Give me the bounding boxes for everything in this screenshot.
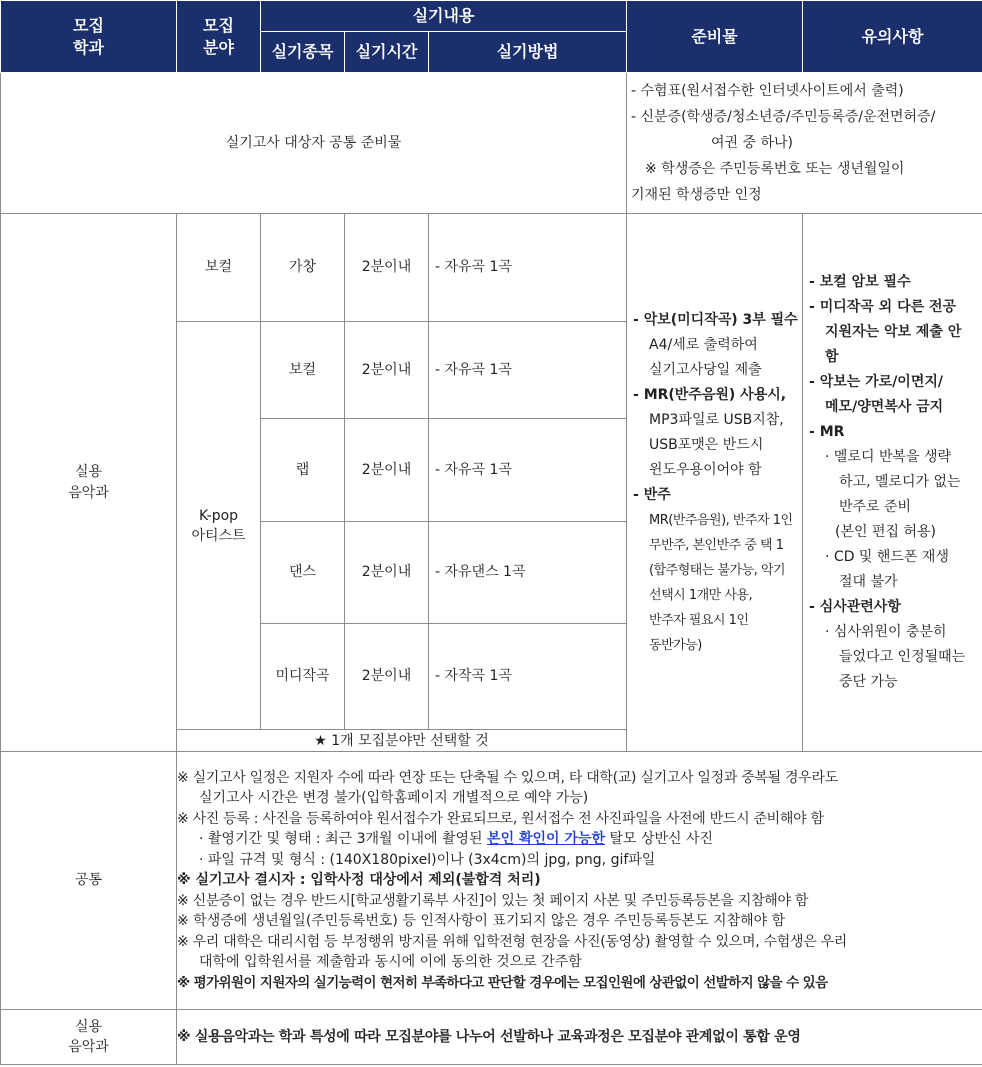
method-cell: - 자유곡 1곡 (429, 419, 627, 522)
common-note-line: ※ 우리 대학은 대리시험 등 부정행위 방지를 위해 입학전형 현장을 사진(동영상) 촬영할 수 있으며, 수험생은 우리 (177, 933, 848, 950)
note-line: - 미디작곡 외 다른 전공 (809, 299, 957, 315)
method-cell: - 자유곡 1곡 (429, 214, 627, 322)
note-line: 절대 불가 (839, 574, 898, 590)
prep-line: 윈도우용이어야 함 (649, 461, 762, 478)
field-kpop-artist: K-pop 아티스트 (177, 322, 261, 730)
type-cell: 미디작곡 (261, 624, 345, 730)
footer-dept-label: 실용 음악과 (1, 1010, 177, 1065)
type-cell: 가창 (261, 214, 345, 322)
footer-common-notes (177, 752, 982, 1010)
prep-line: MP3파일로 USB지참, (649, 411, 784, 428)
time-cell: 2분이내 (345, 522, 429, 624)
common-prep-label: 실기고사 대상자 공통 준비물 (1, 73, 627, 214)
prep-line: - MR(반주음원) 사용시, (633, 386, 787, 403)
note-line: (본인 편집 허용) (835, 524, 936, 540)
star-note: ★ 1개 모집분야만 선택할 것 (177, 730, 627, 752)
header-content: 실기내용 (261, 1, 627, 32)
note-line: - 악보는 가로/이면지/ (809, 374, 943, 390)
note-line: - 심사관련사항 (809, 599, 901, 615)
common-prep-line: ※ 학생증은 주민등록번호 또는 생년월일이 (645, 161, 905, 177)
header-type: 실기종목 (261, 32, 345, 73)
common-note-line: · 파일 규격 및 형식 : (140X180pixel)이나 (3x4cm)의 jpg, png, gif파일 (199, 851, 656, 868)
method-cell: - 자작곡 1곡 (429, 624, 627, 730)
prep-line: 실기고사당일 제출 (649, 361, 762, 378)
header-dept: 모집 학과 (1, 1, 177, 73)
common-note-line: 대학에 입학원서를 제출함과 동시에 이에 동의한 것으로 간주함 (199, 954, 582, 971)
prep-line: 무반주, 본인반주 중 택 1 (649, 537, 784, 553)
note-line: 하고, 멜로디가 없는 (839, 474, 961, 490)
common-prep-line: - 신분증(학생증/청소년증/주민등록증/운전면허증/ (631, 109, 936, 125)
prep-line: USB포맷은 반드시 (649, 436, 764, 453)
time-cell: 2분이내 (345, 214, 429, 322)
time-cell: 2분이내 (345, 322, 429, 419)
header-field: 모집 분야 (177, 1, 261, 73)
method-cell: - 자유곡 1곡 (429, 322, 627, 419)
identity-check-emphasis: 본인 확인이 가능한 (487, 831, 605, 848)
prep-list (627, 214, 803, 752)
prep-line: 선택시 1개만 사용, (649, 587, 753, 603)
prep-line: - 반주 (633, 486, 671, 503)
common-note-line: ※ 신분증이 없는 경우 반드시[학교생활기록부 사진]이 있는 첫 페이지 사본 및 주민등록등본을 지참해야 함 (177, 892, 809, 909)
prep-line: 동반가능) (649, 637, 702, 653)
header-notes: 유의사항 (803, 1, 982, 73)
note-line: 함 (825, 349, 839, 365)
dept-name: 실용 음악과 (1, 214, 177, 752)
header-method: 실기방법 (429, 32, 627, 73)
method-cell: - 자유댄스 1곡 (429, 522, 627, 624)
footer-dept-note: ※ 실용음악과는 학과 특성에 따라 모집분야를 나누어 선발하나 교육과정은 모집분야 관계없이 통합 운영 (177, 1010, 982, 1065)
note-line: 반주로 준비 (839, 499, 912, 515)
note-line: 들었다고 인정될때는 (839, 649, 966, 665)
note-line: · 멜로디 반복을 생략 (825, 449, 952, 465)
note-line: 메모/양면복사 금지 (825, 399, 944, 415)
header-prep: 준비물 (627, 1, 803, 73)
time-cell: 2분이내 (345, 419, 429, 522)
common-note-text: · 촬영기간 및 형태 : 최근 3개월 이내에 촬영된 (199, 831, 488, 848)
common-note-line: 실기고사 시간은 변경 불가(입학홈페이지 개별적으로 예약 가능) (199, 790, 589, 807)
common-note-line (177, 829, 978, 850)
prep-line: - 악보(미디작곡) 3부 필수 (633, 311, 798, 328)
prep-line: MR(반주음원), 반주자 1인 (649, 512, 793, 528)
common-prep-line: - 수험표(원서접수한 인터넷사이트에서 출력) (631, 83, 904, 99)
common-note-line: ※ 평가위원이 지원자의 실기능력이 현저히 부족하다고 판단할 경우에는 모집인원에 상관없이 선발하지 않을 수 있음 (177, 974, 828, 991)
note-line: - 보컬 암보 필수 (809, 274, 911, 290)
type-cell: 랩 (261, 419, 345, 522)
prep-line: (합주형태는 불가능, 악기 (649, 562, 786, 578)
note-line: 지원자는 악보 제출 안 (825, 324, 962, 340)
time-cell: 2분이내 (345, 624, 429, 730)
common-note-line: ※ 실기고사 일정은 지원자 수에 따라 연장 또는 단축될 수 있으며, 타 대학(교) 실기고사 일정과 중복될 경우라도 (177, 769, 838, 786)
common-note-line: ※ 실기고사 결시자 : 입학사정 대상에서 제외(불합격 처리) (177, 872, 541, 889)
note-line: · CD 및 핸드폰 재생 (825, 549, 949, 565)
type-cell: 댄스 (261, 522, 345, 624)
prep-line: A4/세로 출력하여 (649, 336, 758, 353)
common-note-line: ※ 학생증에 생년월일(주민등록번호) 등 인적사항이 표기되지 않은 경우 주민등록등본도 지참해야 함 (177, 913, 786, 930)
notes-list (803, 214, 982, 752)
common-prep-line: 여권 중 하나) (711, 135, 793, 151)
note-line: · 심사위원이 충분히 (825, 624, 947, 640)
note-line: 중단 가능 (839, 674, 898, 690)
common-prep-list (627, 73, 982, 214)
type-cell: 보컬 (261, 322, 345, 419)
common-note-line: ※ 사진 등록 : 사진을 등록하여야 원서접수가 완료되므로, 원서접수 전 사진파일을 사전에 반드시 준비해야 함 (177, 810, 824, 827)
common-prep-line: 기재된 학생증만 인정 (631, 187, 762, 203)
footer-common-label: 공통 (1, 752, 177, 1010)
header-time: 실기시간 (345, 32, 429, 73)
prep-line: 반주자 필요시 1인 (649, 612, 749, 628)
note-line: - MR (809, 424, 845, 440)
field-vocal: 보컬 (177, 214, 261, 322)
common-note-text: 탈모 상반신 사진 (605, 831, 714, 848)
